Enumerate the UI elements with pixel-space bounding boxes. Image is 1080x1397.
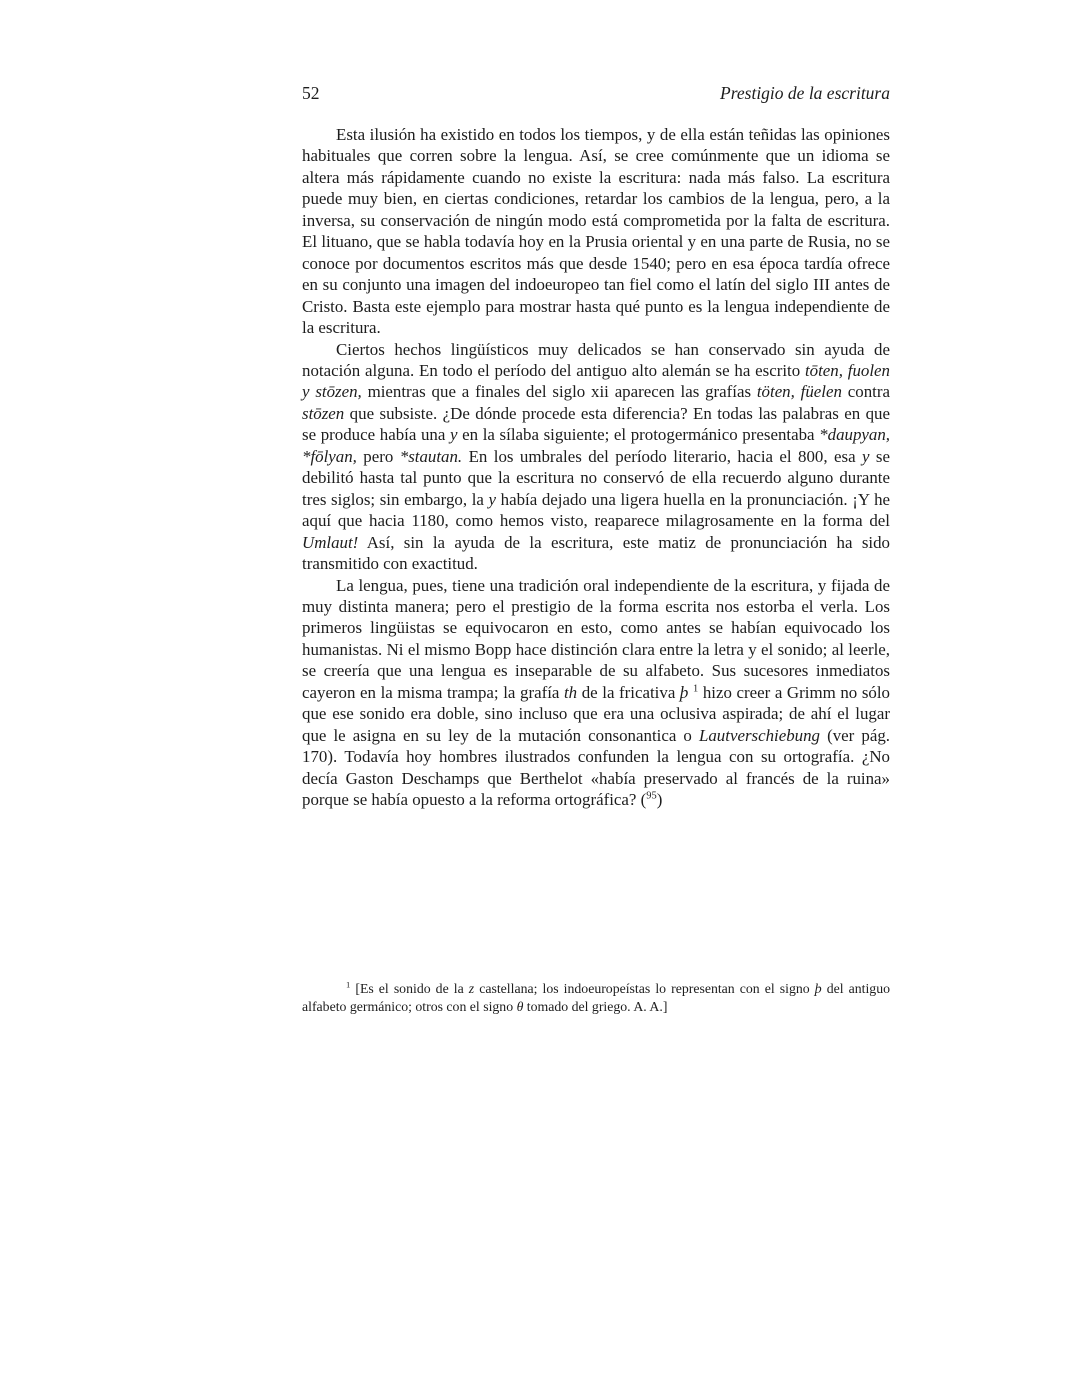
running-title: Prestigio de la escritura	[720, 83, 890, 103]
footnote	[302, 980, 890, 1017]
footnote-text: $^1$ [Es el sonido de la z castellana; los indoeuropeístas lo representan con el signo þ del antiguo alfabeto germánico; otros con el signo θ tomado del griego. A. A.]	[302, 979, 891, 1015]
body-text	[302, 124, 890, 811]
paragraph-la-lengua: La lengua, pues, tiene una tradición oral independiente de la escritura, y fijada de muy distinta manera; pero el prestigio de la forma escrita nos estorba el verla. Los primeros lingüistas se equivocaron en esto, como antes se habían equivocado los humanistas. Ni el mismo Bopp hace distinción clara entre la letra y el sonido; al leerle, se creería que una lengua es inseparable de su alfabeto. Sus sucesores inmediatos cayeron en la misma trampa; la grafía th de la fricativa þ $^1$ hizo creer a Grimm no sólo que ese sonido era doble, sino incluso que era una oclusiva aspirada; de ahí el lugar que le asigna en su ley de la mutación consonantica o Lautverschiebung (ver pág. 170). Todavía hoy hombres ilustrados confunden la lengua con su ortografía. ¿No decía Gaston Deschamps que Berthelot «había preservado al francés de la ruina» porque se había opuesto a la reforma ortográfica? ($^{95}$)	[302, 575, 890, 810]
paragraph-ciertos-hechos: Ciertos hechos lingüísticos muy delicados se han conservado sin ayuda de notación alguna. En todo el período del antiguo alto alemán se ha escrito tōten, fuolen y stōzen, mientras que a finales del siglo xii aparecen las grafías töten, füelen contra stōzen que subsiste. ¿De dónde procede esta diferencia? En todas las palabras en que se produce había una y en la sílaba siguiente; el protogermánico presentaba *daupyan, *fōlyan, pero *stautan. En los umbrales del período literario, hacia el 800, esa y se debilitó hasta tal punto que la escritura no conservó de ella recuerdo alguno durante tres siglos; sin embargo, la y había dejado una ligera huella en la pronunciación. ¡Y he aquí que hacia 1180, como hemos visto, reaparece milagrosamente en la forma del Umlaut! Así, sin la ayuda de la escritura, este matiz de pronunciación ha sido transmitido con exactitud.	[302, 339, 891, 574]
paragraph-esta-ilusion: Esta ilusión ha existido en todos los tiempos, y de ella están teñidas las opiniones habituales que corren sobre la lengua. Así, se cree comúnmente que un idioma se altera más rápidamente cuando no existe la escritura: nada más falso. La escritura puede muy bien, en ciertas condiciones, retardar los cambios de la lengua, pero, a la inversa, su conservación de ningún modo está comprometida por la falta de escritura. El lituano, que se habla todavía hoy en la Prusia oriental y en una parte de Rusia, no se conoce por documentos escritos más que desde 1540; pero en esa época tardía ofrece en su conjunto una imagen del indoeuropeo tan fiel como el latín del siglo III antes de Cristo. Basta este ejemplo para mostrar hasta qué punto es la lengua independiente de la escritura.	[302, 125, 890, 338]
page-header	[302, 83, 890, 103]
page-number: 52	[302, 83, 320, 103]
